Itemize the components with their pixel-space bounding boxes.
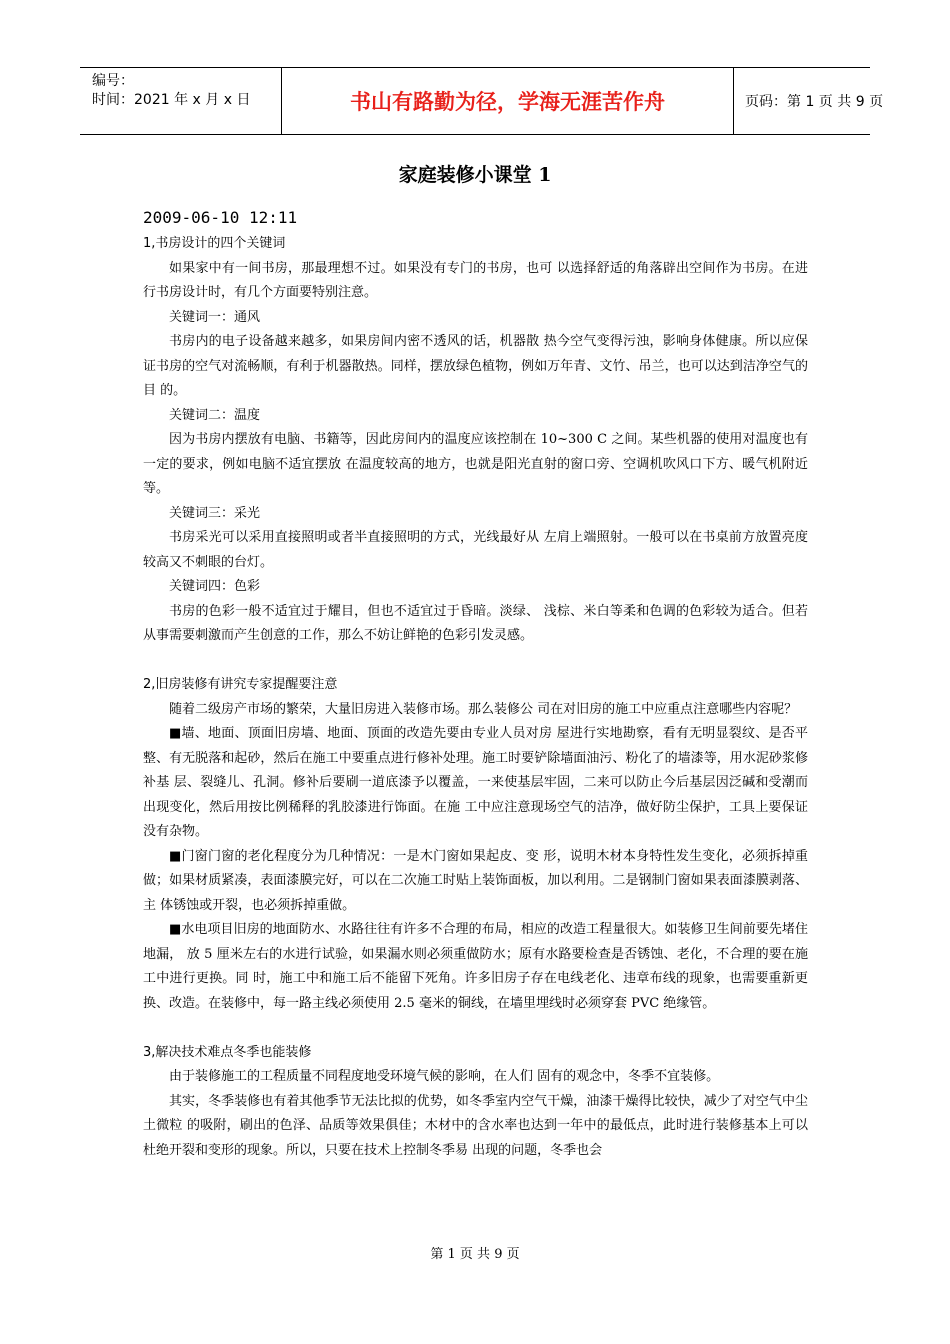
keyword-label: 关键词二：温度 <box>169 407 261 423</box>
paragraph: 因为书房内摆放有电脑、书籍等，因此房间内的温度应该控制在 10~300 C 之间。某些机器的使用对温度也有一定的要求，例如电脑不适宜摆放 在温度较高的地方，也就是阳光直射的窗口旁、空调机吹风口下方、暖气机附近等。 <box>143 432 808 496</box>
header-page-cell <box>734 68 884 134</box>
paragraph: 如果家中有一间书房，那最理想不过。如果没有专门的书房，也可 以选择舒适的角落辟出空间作为书房。在进行书房设计时，有几个方面要特别注意。 <box>143 260 808 300</box>
paragraph: 书房的色彩一般不适宜过于耀目，但也不适宜过于昏暗。淡绿、 浅棕、米白等柔和色调的色彩较为适合。但若从事需要刺激而产生创意的工作，那么不妨让鲜艳的色彩引发灵感。 <box>143 603 808 643</box>
paragraph: 书房采光可以采用直接照明或者半直接照明的方式，光线最好从 左肩上端照射。一般可以在书桌前方放置亮度较高又不刺眼的台灯。 <box>143 530 808 570</box>
keyword-label: 关键词一：通风 <box>169 309 261 325</box>
document-body <box>143 232 808 1163</box>
section-spacer <box>143 649 808 674</box>
code-label: 编号： <box>92 73 134 89</box>
time-label: 时间：2021 年 x 月 x 日 <box>92 92 251 108</box>
header-meta-cell <box>80 68 282 134</box>
section-heading: 1,书房设计的四个关键词 <box>143 236 286 251</box>
paragraph: ■水电项目旧房的地面防水、水路往往有许多不合理的布局，相应的改造工程量很大。如装修卫生间前要先堵住地漏， 放 5 厘米左右的水进行试验，如果漏水则必须重做防水；原有水路要检查是否锈蚀、老化，不合理的要在施工中进行更换。同 时，施工中和施工后不能留下死角。许多旧房子存在电线老化、违章布线的现象，也需要重新更换、改造。在装修中，每一路主线必须使用 2.5 毫米的铜线，在墙里埋线时必须穿套 PVC 绝缘管。 <box>143 922 808 1011</box>
motto-text: 书山有路勤为径，学海无涯苦作舟 <box>350 90 665 114</box>
section-heading: 3,解决技术难点冬季也能装修 <box>143 1044 312 1060</box>
paragraph: 其实，冬季装修也有着其他季节无法比拟的优势，如冬季室内空气干燥，油漆干燥得比较快，减少了对空气中尘土微粒 的吸附，刷出的色泽、品质等效果俱佳；木材中的含水率也达到一年中的最低点，此时进行装修基本上可以杜绝开裂和变形的现象。所以，只要在技术上控制冬季易 出现的问题，冬季也会 <box>143 1093 808 1158</box>
page-info: 页码：第 1 页 共 9 页 <box>745 94 884 110</box>
paragraph: ■墙、地面、顶面旧房墙、地面、顶面的改造先要由专业人员对房 屋进行实地勘察，看有无明显裂纹、是否平整、有无脱落和起砂，然后在施工中要重点进行修补处理。施工时要铲除墙面油污、粉化了的墙漆等，用水泥砂浆修补基 层、裂缝儿、孔洞。修补后要刷一道底漆予以覆盖，一来使基层牢固，二来可以防止今后基层因泛碱和受潮而出现变化，然后用按比例稀释的乳胶漆进行饰面。在施 工中应注意现场空气的洁净，做好防尘保护，工具上要保证没有杂物。 <box>143 726 808 839</box>
section-spacer <box>143 1016 808 1041</box>
keyword-label: 关键词三：采光 <box>169 505 261 521</box>
keyword-label: 关键词四：色彩 <box>169 579 261 594</box>
post-timestamp: 2009-06-10 12:11 <box>143 208 298 227</box>
header-motto-cell <box>282 68 734 134</box>
document-title: 家庭装修小课堂 1 <box>398 164 552 186</box>
paragraph: 由于装修施工的工程质量不同程度地受环境气候的影响，在人们 固有的观念中，冬季不宜装修。 <box>169 1069 720 1084</box>
header-table <box>80 67 884 135</box>
page-footer: 第 1 页 共 9 页 <box>430 1247 520 1262</box>
paragraph: ■门窗门窗的老化程度分为几种情况：一是木门窗如果起皮、变 形，说明木材本身特性发生变化，必须拆掉重做；如果材质紧凑，表面漆膜完好，可以在二次施工时贴上装饰面板，加以利用。二是钢制门窗如果表面漆膜剥落、主 体锈蚀或开裂，也必须拆掉重做。 <box>143 848 808 913</box>
paragraph: 书房内的电子设备越来越多，如果房间内密不透风的话，机器散 热今空气变得污浊，影响身体健康。所以应保证书房的空气对流畅顺，有利于机器散热。同样，摆放绿色植物，例如万年青、文竹、吊兰，也可以达到洁净空气的目 的。 <box>143 334 808 398</box>
paragraph: 随着二级房产市场的繁荣，大量旧房进入装修市场。那么装修公 司在对旧房的施工中应重点注意哪些内容呢？ <box>169 701 798 717</box>
section-heading: 2,旧房装修有讲究专家提醒要注意 <box>143 677 338 692</box>
